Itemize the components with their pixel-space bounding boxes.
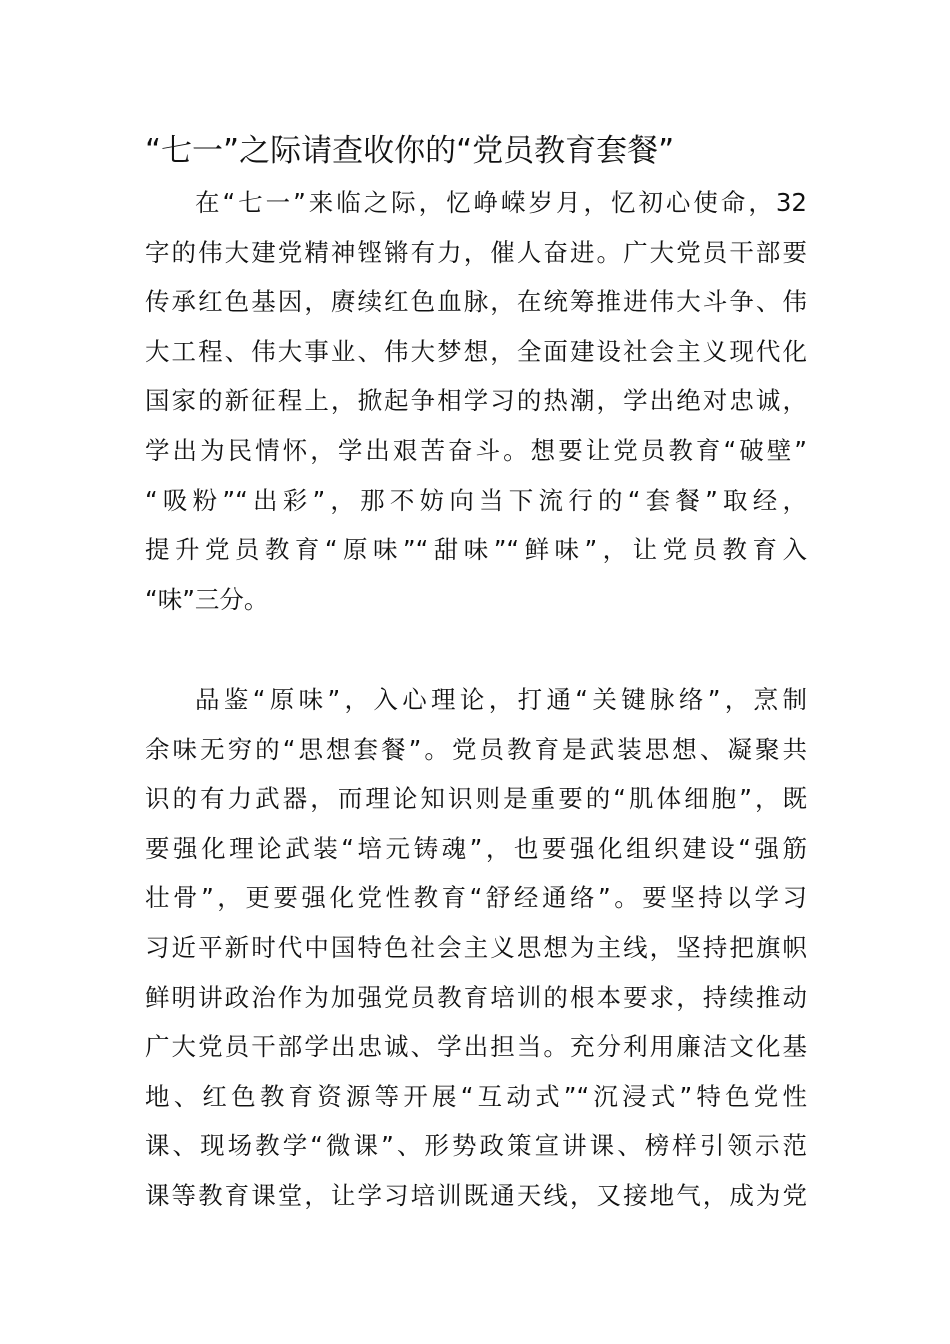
text-line: 余味无穷的“思想套餐”。党员教育是武装思想、凝聚共	[145, 734, 807, 764]
text-line: 鲜明讲政治作为加强党员教育培训的根本要求，持续推动	[145, 982, 807, 1012]
text-line: 课等教育课堂，让学习培训既通天线，又接地气，成为党	[145, 1180, 807, 1210]
text-line: 大工程、伟大事业、伟大梦想，全面建设社会主义现代化	[145, 336, 807, 366]
text-line: 要强化理论武装“培元铸魂”，也要强化组织建设“强筋	[145, 833, 807, 863]
text-line: 识的有力武器，而理论知识则是重要的“肌体细胞”，既	[145, 784, 807, 814]
document-title: “七一”之际请查收你的“党员教育套餐”	[145, 133, 675, 169]
text-line: 习近平新时代中国特色社会主义思想为主线，坚持把旗帜	[145, 932, 807, 962]
text-line: 提升党员教育“原味”“甜味”“鲜味”，让党员教育入	[145, 535, 807, 565]
text-line: 广大党员干部学出忠诚、学出担当。充分利用廉洁文化基	[145, 1032, 807, 1062]
text-line: “吸粉”“出彩”，那不妨向当下流行的“套餐”取经，	[145, 485, 807, 515]
text-line: “味”三分。	[145, 584, 269, 614]
text-line: 课、现场教学“微课”、形势政策宣讲课、榜样引领示范	[145, 1131, 807, 1161]
paragraph-2	[145, 675, 807, 1221]
text-line: 品鉴“原味”，入心理论，打通“关键脉络”，烹制	[195, 685, 807, 714]
text-line: 字的伟大建党精神铿锵有力，催人奋进。广大党员干部要	[145, 237, 807, 267]
text-line: 壮骨”，更要强化党性教育“舒经通络”。要坚持以学习	[145, 883, 807, 913]
text-line: 学出为民情怀，学出艰苦奋斗。想要让党员教育“破壁”	[145, 435, 807, 465]
text-line: 传承红色基因，赓续红色血脉，在统筹推进伟大斗争、伟	[145, 287, 807, 317]
paragraph-1	[145, 178, 807, 624]
text-line: 在“七一”来临之际，忆峥嵘岁月，忆初心使命，32	[195, 188, 807, 217]
text-line: 地、红色教育资源等开展“互动式”“沉浸式”特色党性	[145, 1081, 807, 1111]
text-line: 国家的新征程上，掀起争相学习的热潮，学出绝对忠诚，	[145, 386, 807, 416]
